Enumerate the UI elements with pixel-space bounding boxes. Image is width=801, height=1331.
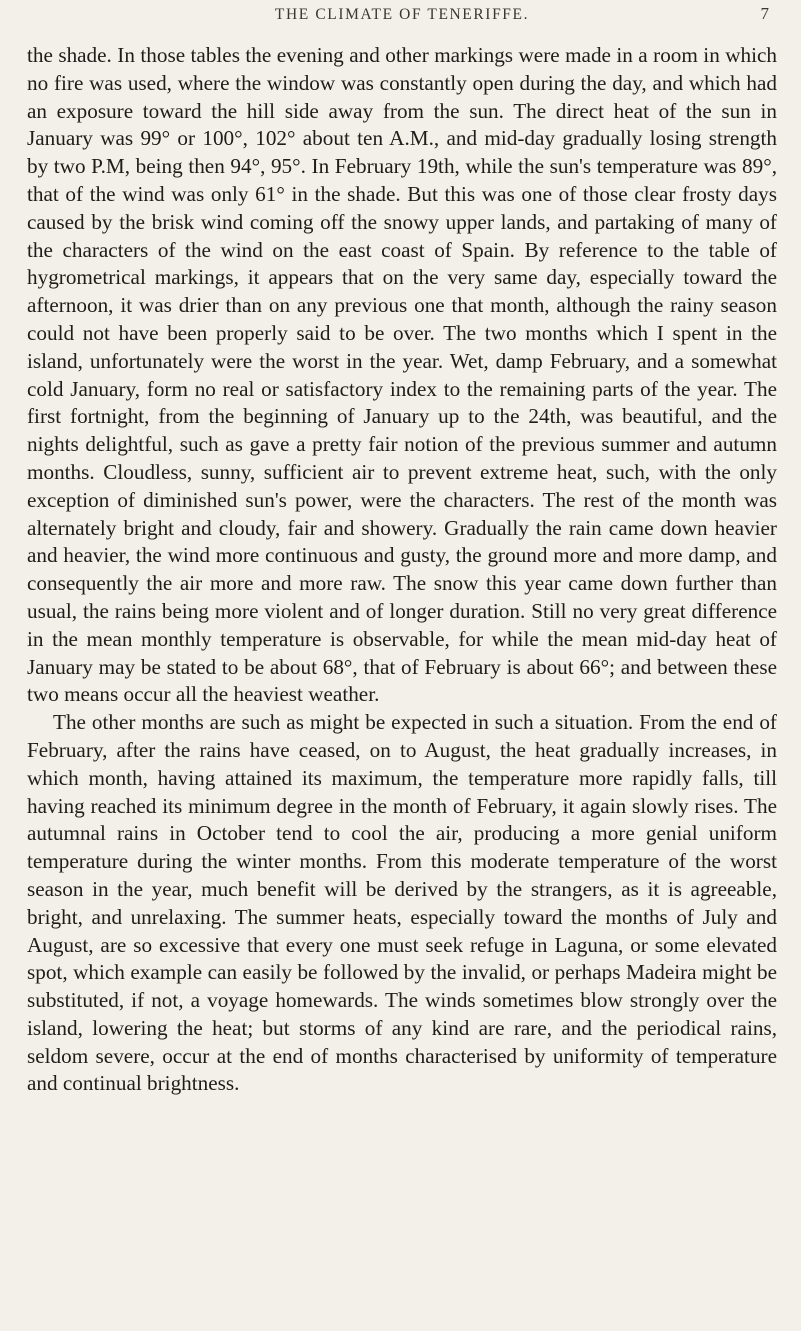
body-text xyxy=(27,42,777,1098)
running-title: THE CLIMATE OF TENERIFFE. xyxy=(274,6,530,23)
paragraph-continued: the shade. In those tables the evening and other markings were made in a room in which no fire was used, where the window was constantly open during the day, and which had an exposure toward the hill side away from the sun. The direct heat of the sun in January was 99° or 100°, 102° about ten A.M., and mid-day gradually losing strength by two P.M, being then 94°, 95°. In February 19th, while the sun's temperature was 89°, that of the wind was only 61° in the shade. But this was one of those clear frosty days caused by the brisk wind coming off the snowy upper lands, and partaking of many of the characters of the wind on the east coast of Spain. By reference to the table of hygrometrical markings, it appears that on the very same day, especially toward the afternoon, it was drier than on any previous one that month, although the rainy season could not have been properly said to be over. The two months which I spent in the island, unfortunately were the worst in the year. Wet, damp February, and a somewhat cold January, form no real or satisfactory index to the remaining parts of the year. The first fortnight, from the beginning of January up to the 24th, was beautiful, and the nights delightful, such as gave a pretty fair notion of the previous summer and autumn months. Cloudless, sunny, sufficient air to prevent extreme heat, such, with the only exception of diminished sun's power, were the characters. The rest of the month was alternately bright and cloudy, fair and showery. Gradually the rain came down heavier and heavier, the wind more continuous and gusty, the ground more and more damp, and consequently the air more and more raw. The snow this year came down further than usual, the rains being more violent and of longer duration. Still no very great difference in the mean monthly temperature is observable, for while the mean mid-day heat of January may be stated to be about 68°, that of February is about 66°; and between these two means occur all the heaviest weather. xyxy=(27,43,777,707)
paragraph-other-months: The other months are such as might be expected in such a situation. From the end of February, after the rains have ceased, on to August, the heat gradually increases, in which month, having attained its maximum, the temperature more rapidly falls, till having reached its minimum degree in the month of February, it again slowly rises. The autumnal rains in October tend to cool the air, producing a more genial uniform temperature during the winter months. From this moderate temperature of the worst season in the year, much benefit will be derived by the strangers, as it is agreeable, bright, and unrelaxing. The summer heats, especially toward the months of July and August, are so excessive that every one must seek refuge in Laguna, or some elevated spot, which example can easily be followed by the invalid, or perhaps Madeira might be substituted, if not, a voyage homewards. The winds sometimes blow strongly over the island, lowering the heat; but storms of any kind are rare, and the periodical rains, seldom severe, occur at the end of months characterised by uniformity of temperature and continual brightness. xyxy=(27,710,777,1096)
running-head xyxy=(27,6,777,30)
page-number: 7 xyxy=(760,4,769,23)
